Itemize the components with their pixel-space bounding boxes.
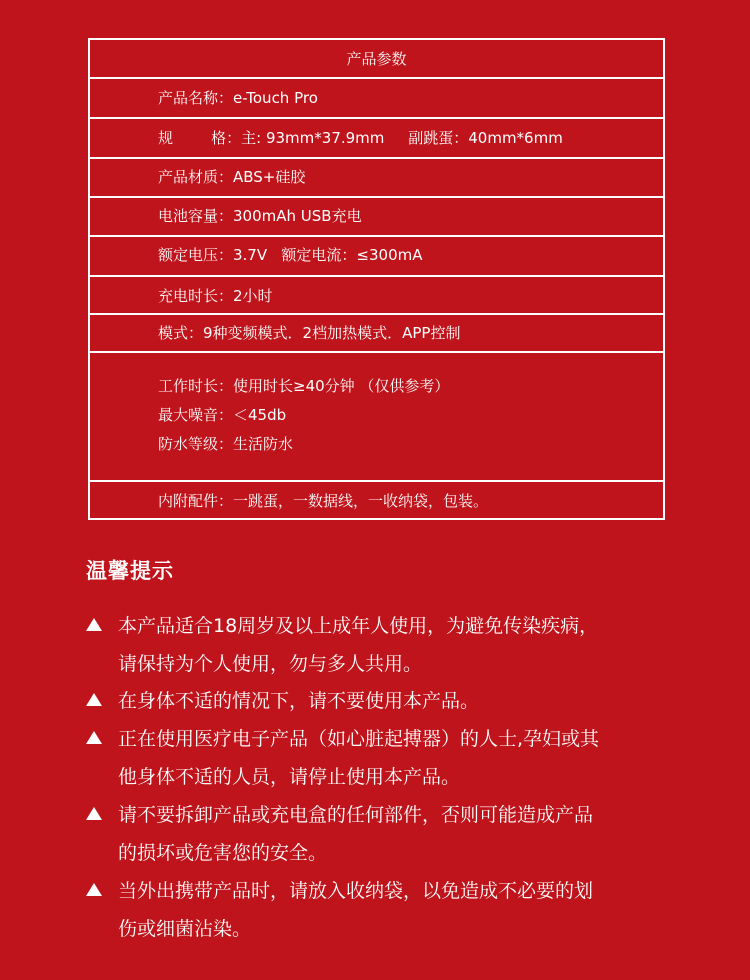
spec-row-voltage-current <box>90 237 663 277</box>
tip-line: 伤或细菌沾染。 <box>118 918 252 940</box>
spec-row-modes <box>90 315 663 353</box>
spec-row-text: 模式：9种变频模式．2档加热模式．APP控制 <box>158 324 461 342</box>
tip-line: 的损坏或危害您的安全。 <box>118 842 328 864</box>
spec-row-text: 电池容量：300mAh USB充电 <box>158 207 362 225</box>
spec-row-text: 充电时长：2小时 <box>158 287 273 305</box>
spec-row-noise: 最大噪音：＜45db <box>158 406 287 424</box>
spec-row-text: 额定电压：3.7V 额定电流：≤300mA <box>158 246 423 264</box>
tip-line: 在身体不适的情况下，请不要使用本产品。 <box>118 690 480 712</box>
triangle-bullet-icon <box>86 693 102 706</box>
triangle-bullet-icon <box>86 731 102 744</box>
tip-line: 正在使用医疗电子产品（如心脏起搏器）的人士,孕妇或其 <box>118 728 600 750</box>
spec-row-usage-details <box>90 353 663 482</box>
spec-row-text: 产品名称：e-Touch Pro <box>158 89 318 107</box>
spec-row-text: 内附配件：一跳蛋，一数据线，一收纳袋，包装。 <box>158 492 489 510</box>
triangle-bullet-icon <box>86 618 102 631</box>
spec-table <box>88 38 665 520</box>
tip-line: 本产品适合18周岁及以上成年人使用，为避免传染疾病， <box>118 615 599 637</box>
tip-line: 请保持为个人使用，勿与多人共用。 <box>118 653 423 675</box>
spec-row-dimensions <box>90 119 663 159</box>
spec-row-material <box>90 159 663 198</box>
spec-row-accessories <box>90 482 663 520</box>
spec-row-work-time: 工作时长：使用时长≥40分钟 （仅供参考） <box>158 377 450 395</box>
triangle-bullet-icon <box>86 883 102 896</box>
spec-row-text: 产品材质：ABS+硅胶 <box>158 168 306 186</box>
tips-heading: 温馨提示 <box>86 559 174 583</box>
tip-line: 请不要拆卸产品或充电盒的任何部件，否则可能造成产品 <box>118 804 594 826</box>
triangle-bullet-icon <box>86 807 102 820</box>
spec-row-battery <box>90 198 663 237</box>
spec-table-title: 产品参数 <box>346 50 407 68</box>
spec-table-title-row <box>90 40 663 79</box>
tip-line: 当外出携带产品时，请放入收纳袋，以免造成不必要的划 <box>118 880 594 902</box>
spec-row-waterproof: 防水等级：生活防水 <box>158 435 294 453</box>
spec-row-text: 规 格：主: 93mm*37.9mm 副跳蛋：40mm*6mm <box>158 129 563 147</box>
spec-row-product-name <box>90 79 663 119</box>
tip-line: 他身体不适的人员，请停止使用本产品。 <box>118 766 461 788</box>
spec-row-charge-time <box>90 277 663 315</box>
